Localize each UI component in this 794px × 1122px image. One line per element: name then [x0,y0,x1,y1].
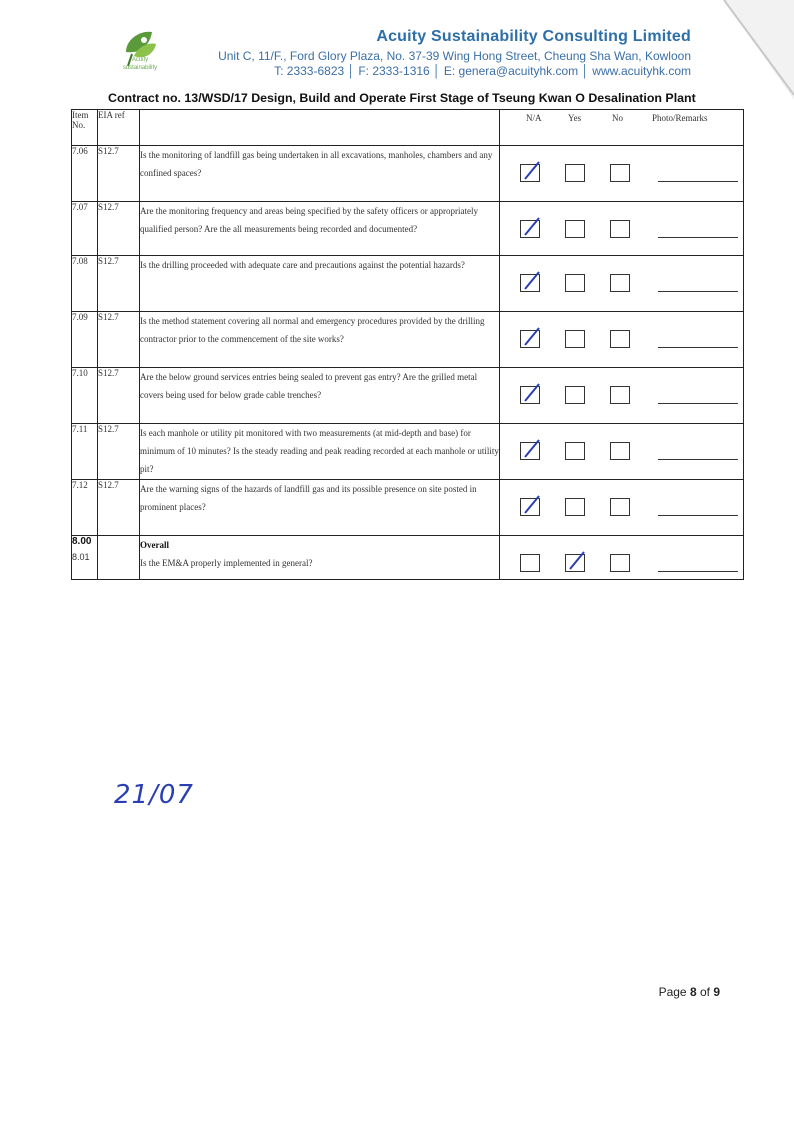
company-name: Acuity Sustainability Consulting Limited [376,28,691,45]
question-text: Is the method statement covering all normal and emergency procedures provided by the drilling contractor prior to the commencement of the site works? [140,312,500,368]
section-question-cell [140,536,500,580]
options-cell [500,202,744,256]
section-item-cell [72,536,98,580]
question-text: Is each manhole or utility pit monitored with two measurements (at mid-depth and base) for minimum of 10 minutes? Is the steady reading and peak reading recorded at each manhole or utility pit? [140,424,500,480]
company-header [218,28,691,78]
company-address: Unit C, 11/F., Ford Glory Plaza, No. 37-39 Wing Hong Street, Cheung Sha Wan, Kowloon [218,49,691,63]
table-row-overall [72,536,744,580]
checkbox-yes[interactable] [565,330,585,348]
checkbox-no[interactable] [610,498,630,516]
page-fold-corner [704,0,794,100]
item-number: 7.12 [72,480,98,536]
checkbox-yes[interactable] [565,274,585,292]
check-mark-icon [521,325,543,349]
check-mark-icon [521,269,543,293]
options-cell [500,368,744,424]
checkbox-no[interactable] [610,164,630,182]
checkbox-no[interactable] [610,386,630,404]
header-na: N/A [526,113,542,123]
remarks-line[interactable] [658,291,738,292]
check-mark-icon [521,381,543,405]
item-number: 8.01 [72,552,90,562]
header-eia-ref: EIA ref [98,110,140,146]
section-title: Overall [140,540,169,550]
header-item-no: Item No. [72,110,98,146]
remarks-line[interactable] [658,181,738,182]
header-remarks: Photo/Remarks [652,113,708,123]
checkbox-yes[interactable] [565,220,585,238]
checkbox-na[interactable] [520,554,540,572]
options-cell [500,480,744,536]
company-contact: T: 2333-6823 │ F: 2333-1316 │ E: genera@acuityhk.com │ www.acuityhk.com [274,64,691,78]
question-text: Is the drilling proceeded with adequate care and precautions against the potential hazards? [140,256,500,312]
checkbox-no[interactable] [610,442,630,460]
eia-ref: S12.7 [98,424,140,480]
item-number: 7.06 [72,146,98,202]
remarks-line[interactable] [658,347,738,348]
checkbox-yes[interactable] [565,442,585,460]
eia-ref [98,536,140,580]
header-question [140,110,500,146]
eia-ref: S12.7 [98,146,140,202]
table-row [72,312,744,368]
page-number: Page 8 of 9 [658,985,720,999]
eia-ref: S12.7 [98,368,140,424]
item-number: 7.11 [72,424,98,480]
checkbox-yes[interactable] [565,164,585,182]
question-text: Are the below ground services entries being sealed to prevent gas entry? Are the grilled metal covers being used for below grade cable trenches? [140,368,500,424]
checklist-table [71,109,744,580]
remarks-line[interactable] [658,571,738,572]
table-row [72,368,744,424]
checkbox-no[interactable] [610,274,630,292]
checkbox-no[interactable] [610,554,630,572]
contract-title: Contract no. 13/WSD/17 Design, Build and Operate First Stage of Tseung Kwan O Desalination Plant [108,91,696,105]
checkbox-yes[interactable] [565,498,585,516]
options-cell [500,146,744,202]
remarks-line[interactable] [658,237,738,238]
header-no: No [612,113,623,123]
logo-text: Acuity sustainability [122,57,158,71]
table-header-row [72,110,744,146]
options-cell [500,424,744,480]
remarks-line[interactable] [658,515,738,516]
table-row [72,202,744,256]
table-row [72,480,744,536]
check-mark-icon [566,549,588,573]
eia-ref: S12.7 [98,480,140,536]
check-mark-icon [521,493,543,517]
check-mark-icon [521,437,543,461]
section-number: 8.00 [72,536,92,547]
check-mark-icon [521,159,543,183]
check-mark-icon [521,215,543,239]
question-text: Is the monitoring of landfill gas being undertaken in all excavations, manholes, chambers and any confined spaces? [140,146,500,202]
header-options [500,110,744,146]
options-cell [500,256,744,312]
item-number: 7.07 [72,202,98,256]
remarks-line[interactable] [658,403,738,404]
remarks-line[interactable] [658,459,738,460]
eia-ref: S12.7 [98,256,140,312]
item-number: 7.08 [72,256,98,312]
options-cell [500,312,744,368]
table-row [72,146,744,202]
eia-ref: S12.7 [98,312,140,368]
item-number: 7.10 [72,368,98,424]
checkbox-no[interactable] [610,330,630,348]
eia-ref: S12.7 [98,202,140,256]
checkbox-yes[interactable] [565,386,585,404]
table-row [72,256,744,312]
question-text: Is the EM&A properly implemented in general? [140,558,313,568]
options-cell [500,536,744,580]
handwritten-date: 21/07 [114,780,194,810]
header-yes: Yes [568,113,582,123]
checkbox-no[interactable] [610,220,630,238]
item-number: 7.09 [72,312,98,368]
table-row [72,424,744,480]
question-text: Are the monitoring frequency and areas being specified by the safety officers or appropriately qualified person? Are the all measurements being recorded and documented? [140,202,500,256]
question-text: Are the warning signs of the hazards of landfill gas and its possible presence on site posted in prominent places? [140,480,500,536]
